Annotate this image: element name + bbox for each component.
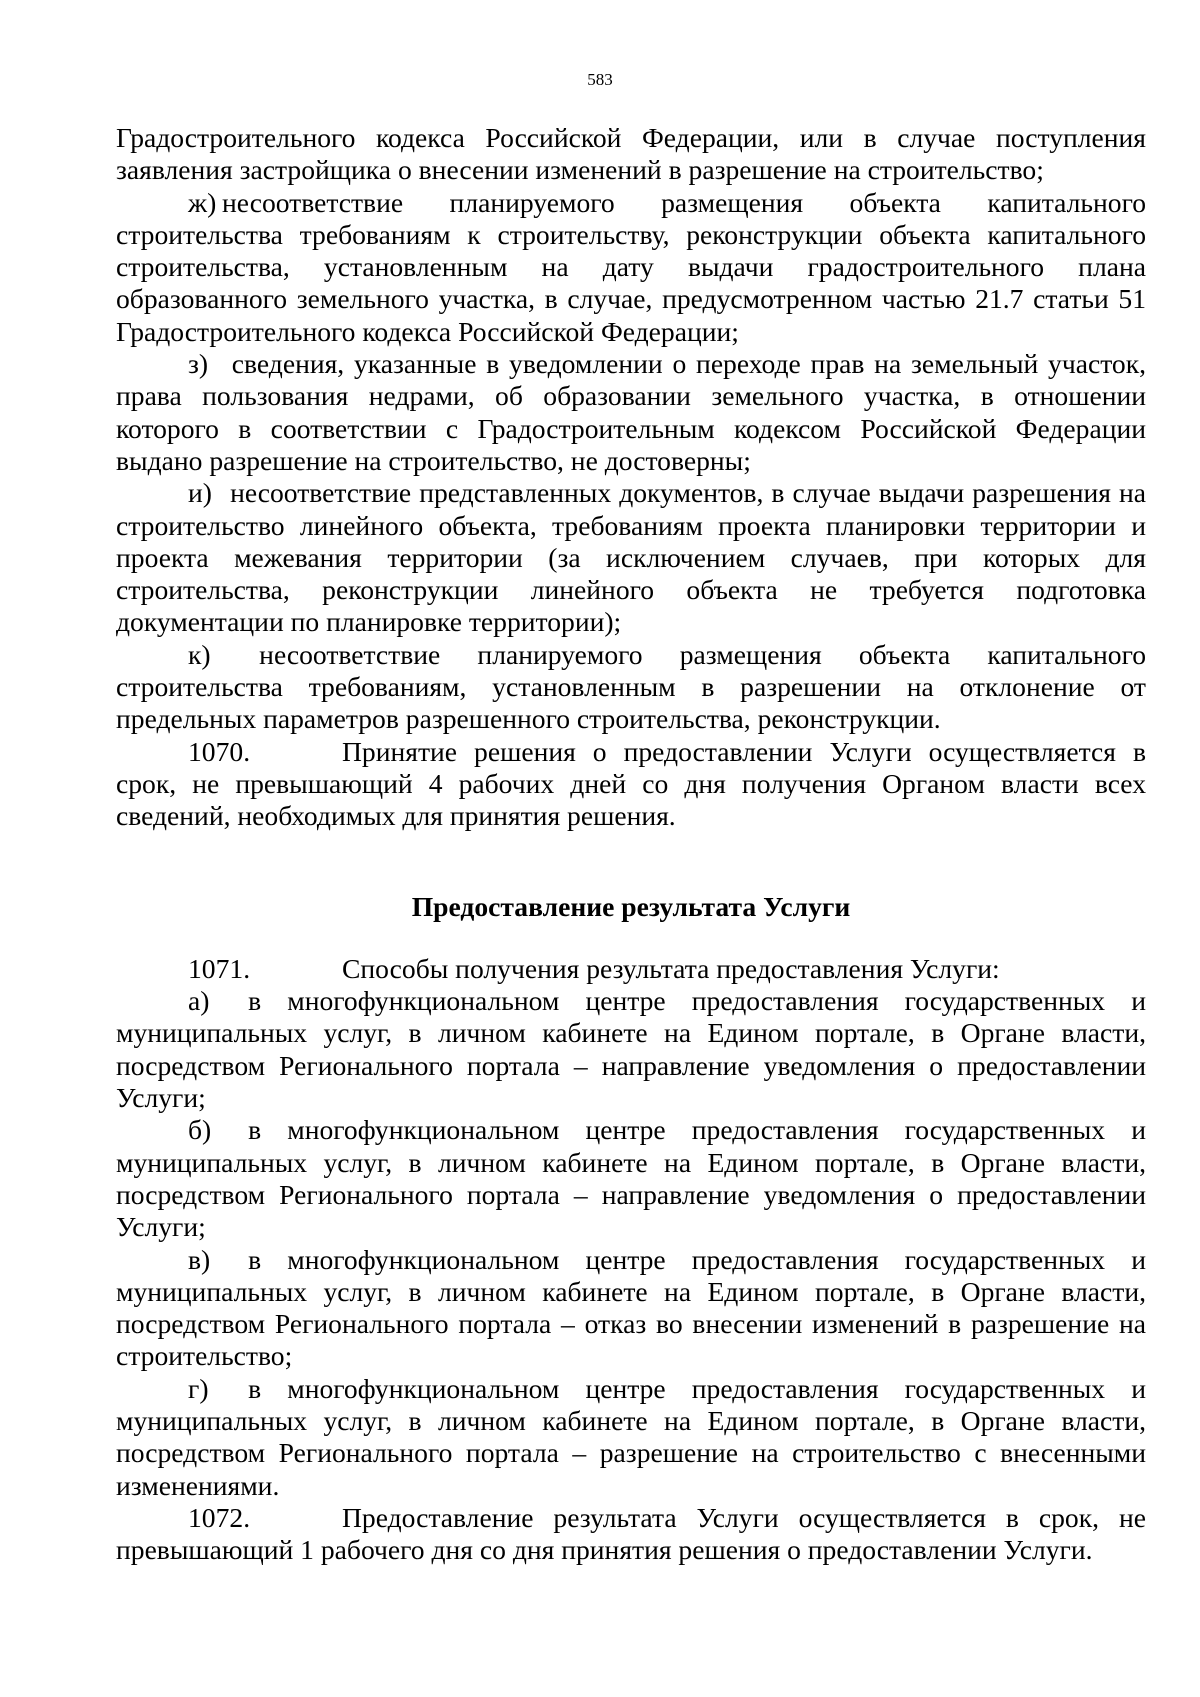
list-item-label: ж) [188,186,217,218]
list-item-text: в многофункциональном центре предоставления государственных и муниципальных услуг, в личном кабинете на Едином портале, в Органе власти, посредством Регионального портала – направление уведомления о предоставлении Услуги; [116,1114,1146,1243]
list-item-label: к) [188,638,211,670]
clause-text: Предоставление результата Услуги осуществляется в срок, не превышающий 1 рабочего дня со дня принятия решения о предоставлении Услуги. [116,1501,1146,1566]
list-item-zh [116,187,1146,348]
clause-1072 [116,1502,1146,1567]
list-item-text: несоответствие планируемого размещения объекта капитального строительства требованиям к строительству, реконструкции объекта капитального строительства, установленным на дату выдачи градостроительного плана образованного земельного участка, в случае, предусмотренном частью 21.7 статьи 51 Градостроительного кодекса Российской Федерации; [116,186,1146,347]
clause-1070 [116,736,1146,833]
list-item-i [116,477,1146,638]
list-item-text: несоответствие планируемого размещения объекта капитального строительства требованиям, установленным в разрешении на отклонение от предельных параметров разрешенного строительства, реконструкции. [116,638,1147,735]
clause-1071 [116,953,1146,985]
list-item-b [116,1114,1146,1243]
list-item-text: несоответствие представленных документов, в случае выдачи разрешения на строительство линейного объекта, требованиям проекта планировки территории и проекта межевания территории (за исключением случаев, при которых для строительства, реконструкции линейного объекта не требуется подготовка документации по планировке территории); [116,477,1146,638]
document-body [116,122,1146,1566]
clause-number: 1071. [188,952,251,984]
list-item-g [116,1373,1146,1502]
list-item-label: з) [188,348,209,380]
clause-text: Способы получения результата предоставления Услуги: [342,952,1000,984]
section-heading: Предоставление результата Услуги [411,890,851,922]
list-item-label: г) [188,1372,209,1404]
section-spacer [116,923,1146,953]
list-item-label: и) [188,477,212,509]
clause-text: Принятие решения о предоставлении Услуги осуществляется в срок, не превышающий 4 рабочих дней со дня получения Органом власти всех сведений, необходимых для принятия решения. [116,735,1146,832]
list-item-label: б) [188,1114,212,1146]
list-item-label: в) [188,1243,211,1275]
list-item-text: в многофункциональном центре предоставления государственных и муниципальных услуг, в личном кабинете на Едином портале, в Органе власти, посредством Регионального портала – отказ во внесении изменений в разрешение на строительство; [116,1243,1146,1372]
list-item-a [116,985,1146,1114]
paragraph-continuation: Градостроительного кодекса Российской Федерации, или в случае поступления заявления застройщика о внесении изменений в разрешение на строительство; [116,122,1146,186]
list-item-v [116,1244,1146,1373]
list-item-text: сведения, указанные в уведомлении о переходе прав на земельный участок, права пользования недрами, об образовании земельного участка, в отношении которого в соответствии с Градостроительным кодексом Российской Федерации выдано разрешение на строительство, не достоверны; [116,348,1146,476]
list-item-text: в многофункциональном центре предоставления государственных и муниципальных услуг, в личном кабинете на Едином портале, в Органе власти, посредством Регионального портала – разрешение на строительство с внесенными изменениями. [116,1372,1146,1501]
clause-number: 1072. [188,1501,251,1533]
list-item-z [116,348,1146,477]
section-spacer [116,833,1146,891]
list-item-k [116,639,1146,736]
list-item-text: в многофункциональном центре предоставления государственных и муниципальных услуг, в личном кабинете на Едином портале, в Органе власти, посредством Регионального портала – направление уведомления о предоставлении Услуги; [116,985,1146,1114]
clause-number: 1070. [188,735,251,767]
page-number: 583 [587,70,613,89]
list-item-label: а) [188,985,210,1017]
